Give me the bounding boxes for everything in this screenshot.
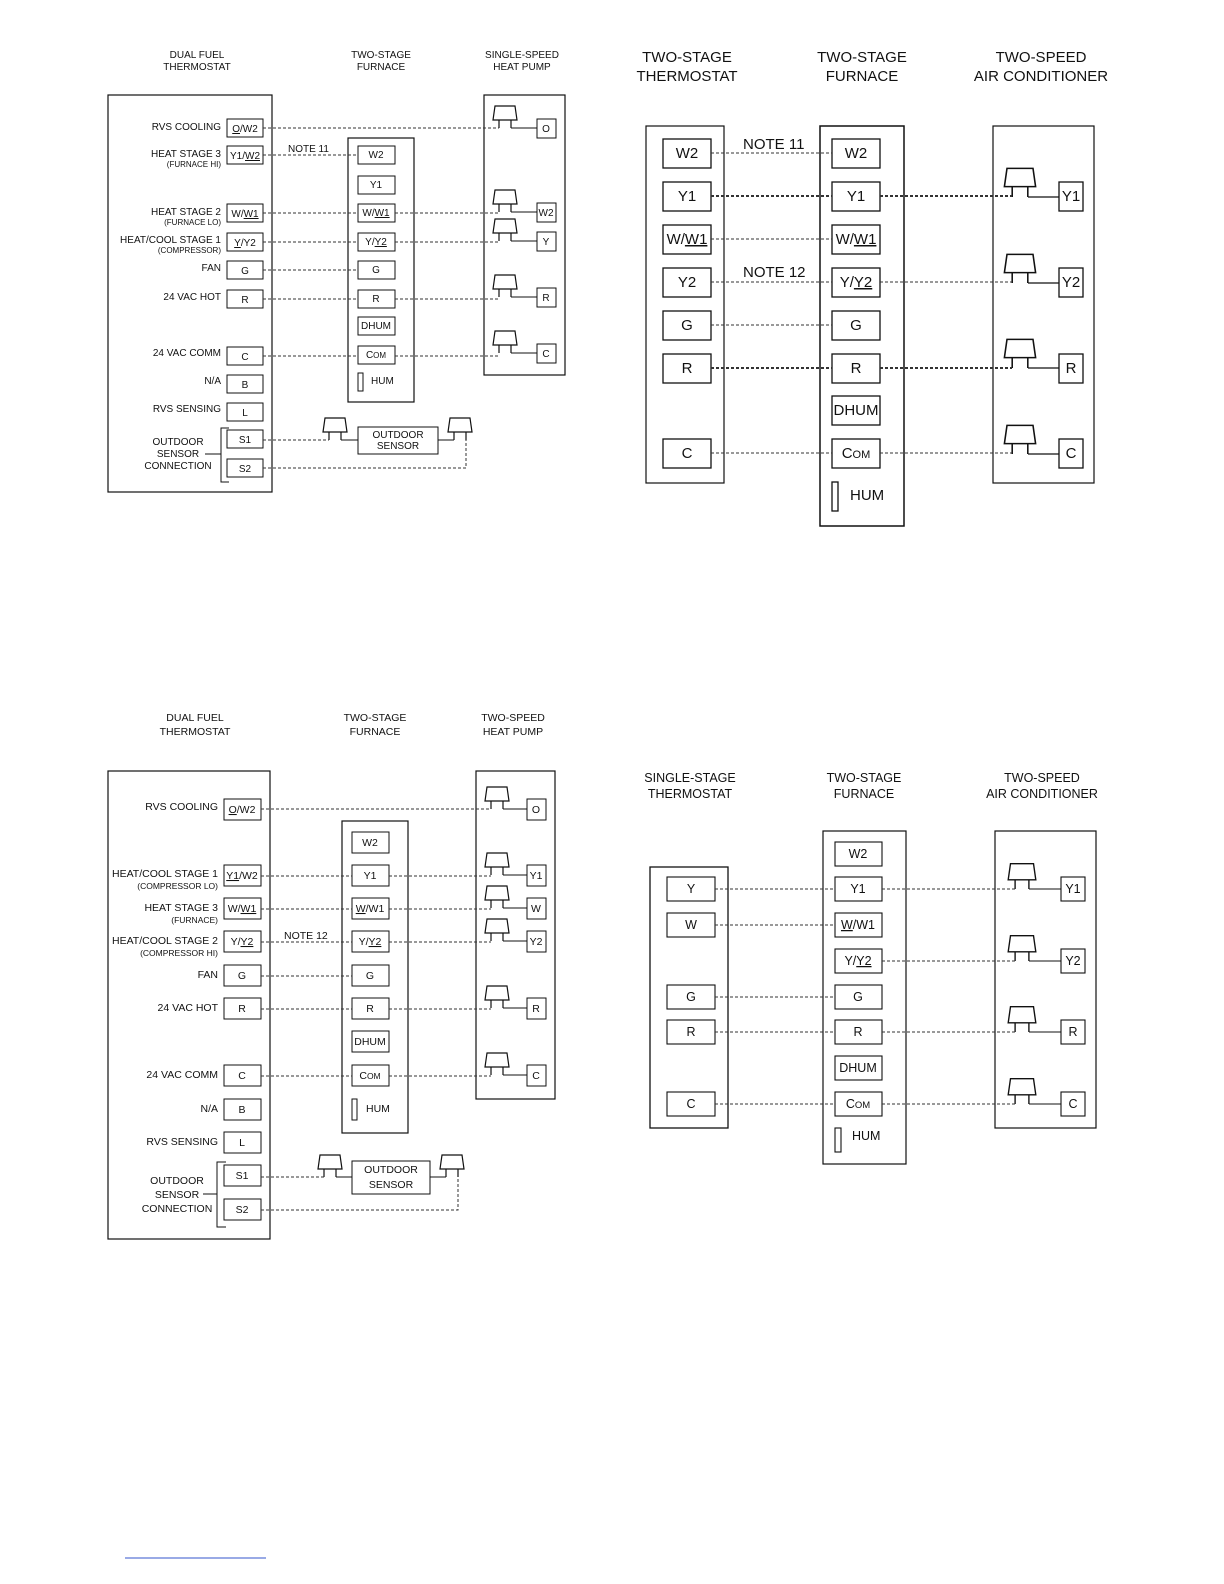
term-f-ww1: W/W1 (835, 231, 877, 248)
diagram-two-stage-thermostat-two-speed-ac (636, 49, 1108, 526)
label-outdoor-sensor-conn-2: SENSOR (154, 1189, 200, 1201)
note-11: NOTE 11 (288, 144, 329, 155)
relay-icons (485, 787, 509, 1075)
term-t-ww1: W/W1 (227, 903, 257, 915)
header-outdoor-line2: HEAT PUMP (493, 62, 551, 73)
term-ac-y1: Y1 (1065, 882, 1081, 896)
term-hp-r: R (532, 1003, 540, 1015)
term-f-g: G (853, 990, 863, 1004)
label-rvs-cooling: RVS COOLING (145, 801, 218, 813)
header-furnace-line2: FURNACE (356, 62, 406, 73)
header-thermostat-line2: THERMOSTAT (163, 62, 231, 73)
header-thermostat-line1: SINGLE-STAGE (644, 771, 736, 785)
term-f-hum: HUM (850, 487, 885, 504)
term-t-r: R (241, 295, 249, 306)
header-outdoor-line2: HEAT PUMP (482, 726, 544, 738)
label-heat-stage-3: HEAT STAGE 3 (150, 149, 221, 160)
term-hp-o: O (531, 804, 541, 816)
term-t-c: C (238, 1070, 246, 1082)
term-t-ww1: W/W1 (231, 209, 259, 220)
label-heat-stage-3: HEAT STAGE 3 (144, 902, 218, 914)
term-t-c: C (686, 1097, 696, 1111)
term-f-com: COM (845, 1097, 871, 1111)
term-f-yy2: Y/Y2 (358, 936, 382, 948)
term-ac-r: R (1068, 1025, 1078, 1039)
term-t-g: G (681, 317, 693, 334)
term-f-dhum: DHUM (839, 1061, 877, 1075)
term-hp-y: Y (542, 237, 550, 248)
term-f-hum: HUM (371, 376, 394, 387)
term-f-ww1: W/W1 (355, 903, 385, 915)
term-t-s2: S2 (235, 1204, 249, 1216)
term-f-y1: Y1 (363, 870, 377, 882)
term-t-c: C (241, 352, 249, 363)
outdoor-sensor-line2: SENSOR (376, 441, 420, 452)
term-f-com: COM (365, 350, 387, 361)
header-furnace-line1: TWO-STAGE (343, 712, 407, 724)
term-t-g: G (237, 970, 247, 982)
header-outdoor-line1: TWO-SPEED (995, 49, 1087, 66)
header-outdoor-line2: AIR CONDITIONER (973, 68, 1109, 85)
diagram-dual-fuel-single-speed-heat-pump (108, 50, 565, 492)
header-outdoor-line1: TWO-SPEED (1004, 771, 1080, 785)
term-f-hum: HUM (366, 1103, 390, 1115)
label-heat-cool-stage-1-sub: (COMPRESSOR) (157, 246, 221, 255)
term-t-y1w2: Y1/W2 (229, 151, 261, 162)
term-f-com: COM (841, 445, 871, 462)
term-hp-c: C (532, 1070, 540, 1082)
term-hp-y2: Y2 (529, 936, 543, 948)
label-outdoor-sensor-conn-1: OUTDOOR (150, 1175, 204, 1187)
term-ac-r: R (1065, 360, 1077, 377)
term-f-w2: W2 (848, 847, 868, 861)
header-furnace-line2: FURNACE (349, 726, 401, 738)
label-outdoor-sensor-conn-1: OUTDOOR (152, 437, 204, 448)
label-na: N/A (204, 376, 221, 387)
term-ac-y1: Y1 (1061, 188, 1081, 205)
term-t-c: C (681, 445, 693, 462)
term-ac-y2: Y2 (1061, 274, 1081, 291)
term-f-g: G (365, 970, 375, 982)
label-heat-stage-3-sub: (FURNACE HI) (166, 160, 221, 169)
label-fan: FAN (201, 263, 221, 274)
label-heat-cool-stage-2: HEAT/COOL STAGE 2 (112, 935, 218, 947)
relay-icons (1004, 168, 1035, 454)
label-24vac-comm: 24 VAC COMM (152, 348, 221, 359)
term-hp-c: C (542, 349, 550, 360)
header-thermostat-line2: THERMOSTAT (636, 68, 738, 85)
term-f-yy2: Y/Y2 (844, 954, 872, 968)
term-ac-y2: Y2 (1065, 954, 1081, 968)
header-thermostat-line1: DUAL FUEL (169, 50, 225, 61)
term-f-ww1: W/W1 (840, 918, 876, 932)
term-t-w2: W2 (675, 145, 699, 162)
term-t-r: R (681, 360, 693, 377)
term-ac-c: C (1068, 1097, 1078, 1111)
term-t-b: B (241, 380, 249, 391)
term-f-y1: Y1 (369, 180, 383, 191)
label-outdoor-sensor-conn-3: CONNECTION (144, 461, 212, 472)
header-furnace-line1: TWO-STAGE (826, 771, 902, 785)
term-f-yy2: Y/Y2 (839, 274, 873, 291)
note-11: NOTE 11 (743, 136, 805, 153)
label-24vac-hot: 24 VAC HOT (163, 292, 221, 303)
outdoor-sensor-line1: OUTDOOR (372, 430, 424, 441)
label-rvs-cooling: RVS COOLING (151, 122, 221, 133)
term-f-r: R (366, 1003, 374, 1015)
term-f-dhum: DHUM (833, 402, 879, 419)
diagram-dual-fuel-two-speed-heat-pump (108, 712, 555, 1239)
header-outdoor-line2: AIR CONDITIONER (986, 787, 1098, 801)
term-f-yy2: Y/Y2 (365, 237, 387, 248)
header-outdoor-line1: SINGLE-SPEED (485, 50, 559, 61)
term-f-g: G (372, 265, 380, 276)
term-t-s1: S1 (235, 1170, 249, 1182)
term-f-ww1: W/W1 (362, 208, 390, 219)
header-furnace-line1: TWO-STAGE (351, 50, 411, 61)
note-12: NOTE 12 (284, 930, 328, 942)
term-t-s1: S1 (238, 435, 252, 446)
term-t-ow2: O/W2 (228, 804, 256, 816)
term-t-y2: Y2 (677, 274, 697, 291)
header-outdoor-line1: TWO-SPEED (481, 712, 545, 724)
term-f-w2: W2 (844, 145, 868, 162)
term-t-r: R (238, 1003, 246, 1015)
term-t-w: W (685, 918, 697, 932)
label-24vac-hot: 24 VAC HOT (157, 1002, 218, 1014)
term-f-y1: Y1 (846, 188, 866, 205)
term-f-dhum: DHUM (354, 1036, 386, 1048)
term-hp-w2: W2 (538, 208, 554, 219)
header-furnace-line1: TWO-STAGE (817, 49, 907, 66)
header-thermostat-line2: THERMOSTAT (159, 726, 231, 738)
term-f-hum: HUM (852, 1129, 881, 1143)
term-t-yy2: Y/Y2 (234, 238, 256, 249)
term-f-r: R (372, 294, 380, 305)
term-f-w2: W2 (368, 150, 384, 161)
label-heat-stage-2: HEAT STAGE 2 (150, 207, 221, 218)
term-t-b: B (238, 1104, 246, 1116)
term-t-y: Y (686, 882, 696, 896)
label-heat-cool-stage-2-sub: (COMPRESSOR HI) (140, 948, 218, 958)
term-t-yy2: Y/Y2 (230, 936, 254, 948)
header-furnace-line2: FURNACE (833, 787, 895, 801)
term-f-r: R (853, 1025, 863, 1039)
term-hp-w: W (531, 903, 541, 915)
term-t-g: G (686, 990, 696, 1004)
term-t-l: L (242, 408, 248, 419)
label-outdoor-sensor-conn-3: CONNECTION (141, 1203, 213, 1215)
label-heat-cool-stage-1-sub: (COMPRESSOR LO) (137, 881, 218, 891)
header-thermostat-line1: TWO-STAGE (642, 49, 732, 66)
term-hp-o: O (542, 124, 550, 135)
header-thermostat-line1: DUAL FUEL (166, 712, 224, 724)
diagram-single-stage-thermostat-two-speed-ac (644, 771, 1098, 1164)
label-rvs-sensing: RVS SENSING (152, 404, 221, 415)
term-t-r: R (686, 1025, 696, 1039)
header-furnace-line2: FURNACE (825, 68, 899, 85)
label-fan: FAN (197, 969, 218, 981)
header-thermostat-line2: THERMOSTAT (647, 787, 733, 801)
relay-icons (1008, 864, 1036, 1104)
term-t-y1: Y1 (677, 188, 697, 205)
label-heat-stage-3-sub: (FURNACE) (171, 915, 218, 925)
outdoor-sensor-line2: SENSOR (368, 1179, 414, 1191)
term-f-dhum: DHUM (361, 321, 391, 332)
label-rvs-sensing: RVS SENSING (146, 1136, 218, 1148)
term-f-g: G (850, 317, 862, 334)
term-t-l: L (239, 1137, 245, 1149)
label-heat-stage-2-sub: (FURNACE LO) (164, 218, 221, 227)
label-heat-cool-stage-1: HEAT/COOL STAGE 1 (120, 235, 221, 246)
label-na: N/A (200, 1103, 218, 1115)
term-hp-r: R (542, 293, 550, 304)
term-t-g: G (241, 266, 249, 277)
outdoor-sensor-line1: OUTDOOR (364, 1164, 418, 1176)
term-t-y1w2: Y1/W2 (226, 870, 258, 882)
note-12: NOTE 12 (743, 264, 806, 281)
term-f-y1: Y1 (850, 882, 866, 896)
term-t-s2: S2 (238, 464, 252, 475)
term-ac-c: C (1065, 445, 1077, 462)
thermostat-box (646, 126, 724, 483)
term-f-r: R (850, 360, 862, 377)
term-hp-y1: Y1 (529, 870, 543, 882)
term-f-com: COM (359, 1070, 381, 1082)
term-f-w2: W2 (362, 837, 378, 849)
label-outdoor-sensor-conn-2: SENSOR (156, 449, 200, 460)
term-t-ow2: O/W2 (232, 124, 258, 135)
label-heat-cool-stage-1: HEAT/COOL STAGE 1 (112, 868, 218, 880)
label-24vac-comm: 24 VAC COMM (146, 1069, 218, 1081)
relay-icons (493, 106, 517, 353)
term-t-ww1: W/W1 (666, 231, 708, 248)
